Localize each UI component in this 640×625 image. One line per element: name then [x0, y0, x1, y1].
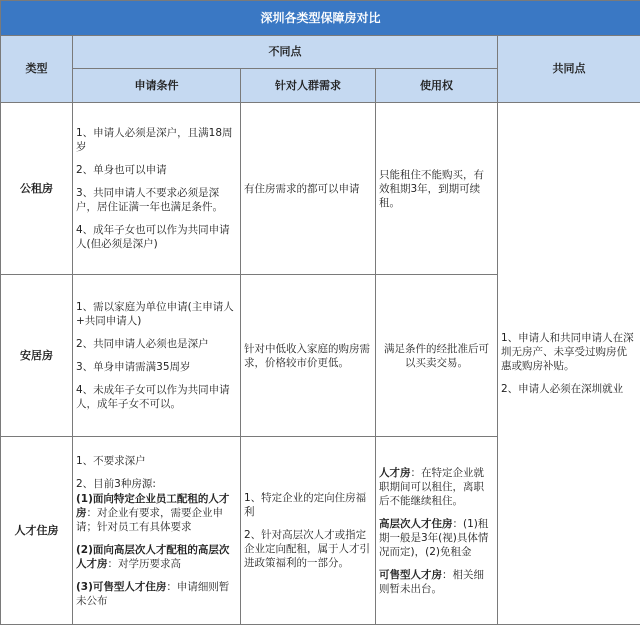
condition-item: 1、需以家庭为单位申请(主申请人+共同申请人) — [76, 301, 234, 327]
housing-type-label: (1)面向特定企业员工配租的人才房 — [76, 492, 230, 519]
target-needs-cell — [241, 437, 376, 625]
row-type: 人才住房 — [1, 437, 73, 625]
condition-item: 4、成年子女也可以作为共同申请人(但必须是深户) — [76, 224, 230, 250]
header-common: 共同点 — [498, 36, 640, 103]
condition-item: 2、单身也可以申请 — [76, 164, 167, 176]
housing-type-label: 可售型人才房 — [379, 568, 442, 581]
header-type: 类型 — [1, 36, 73, 103]
condition-item: (2)面向高层次人才配租的高层次人才房：对学历要求高 — [76, 543, 230, 570]
header-usage-rights: 使用权 — [376, 69, 498, 103]
table-row — [1, 103, 640, 275]
row-type: 安居房 — [1, 275, 73, 437]
usage-rights-cell — [376, 437, 498, 625]
housing-type-label: 高层次人才住房 — [379, 517, 453, 530]
common-item: 1、申请人和共同申请人在深圳无房产、未享受过购房优惠或购房补贴。 — [501, 332, 634, 372]
condition-item: 4、未成年子女可以作为共同申请人，成年子女不可以。 — [76, 384, 230, 410]
conditions-cell — [73, 275, 241, 437]
conditions-cell — [73, 437, 241, 625]
right-item: 高层次人才住房：(1)租期一般是3年(视)具体情况而定)，(2)免租金 — [379, 517, 489, 558]
target-needs-cell: 有住房需求的都可以申请 — [241, 103, 376, 275]
common-item: 2、申请人必须在深圳就业 — [501, 383, 624, 395]
condition-item: 3、共同申请人不要求必须是深户，居住证满一年也满足条件。 — [76, 187, 223, 213]
condition-item: 3、单身申请需满35周岁 — [76, 361, 191, 373]
need-item: 1、特定企业的定向住房福利 — [244, 492, 367, 518]
target-needs-cell: 针对中低收入家庭的购房需求，价格较市价更低。 — [241, 275, 376, 437]
condition-item: 1、申请人必须是深户，且满18周岁 — [76, 127, 233, 153]
condition-item: (3)可售型人才住房：申请细则暂未公布 — [76, 580, 230, 607]
need-item: 2、针对高层次人才或指定企业定向配租，属于人才引进政策福利的一部分。 — [244, 529, 370, 569]
condition-item: 1、不要求深户 — [76, 454, 146, 467]
header-conditions: 申请条件 — [73, 69, 241, 103]
right-item: 人才房：在特定企业就职期间可以租住，离职后不能继续租住。 — [379, 466, 484, 507]
conditions-cell — [73, 103, 241, 275]
usage-rights-cell: 满足条件的经批准后可以买卖交易。 — [376, 275, 498, 437]
housing-type-label: (3)可售型人才住房 — [76, 580, 167, 593]
table-title: 深圳各类型保障房对比 — [1, 1, 640, 36]
housing-type-label: (2)面向高层次人才配租的高层次人才房 — [76, 543, 230, 570]
header-target-needs: 针对人群需求 — [241, 69, 376, 103]
common-points-cell — [498, 103, 640, 625]
right-item: 可售型人才房：相关细则暂未出台。 — [379, 568, 484, 595]
condition-item: 2、目前3种房源: — [76, 477, 156, 490]
housing-type-label: 人才房 — [379, 466, 411, 479]
header-differences: 不同点 — [73, 36, 498, 69]
row-type: 公租房 — [1, 103, 73, 275]
usage-rights-cell: 只能租住不能购买，有效租期3年，到期可续租。 — [376, 103, 498, 275]
condition-item: 2、共同申请人必须也是深户 — [76, 338, 209, 350]
condition-item: (1)面向特定企业员工配租的人才房：对企业有要求，需要企业申请；针对员工有具体要求 — [76, 492, 230, 533]
